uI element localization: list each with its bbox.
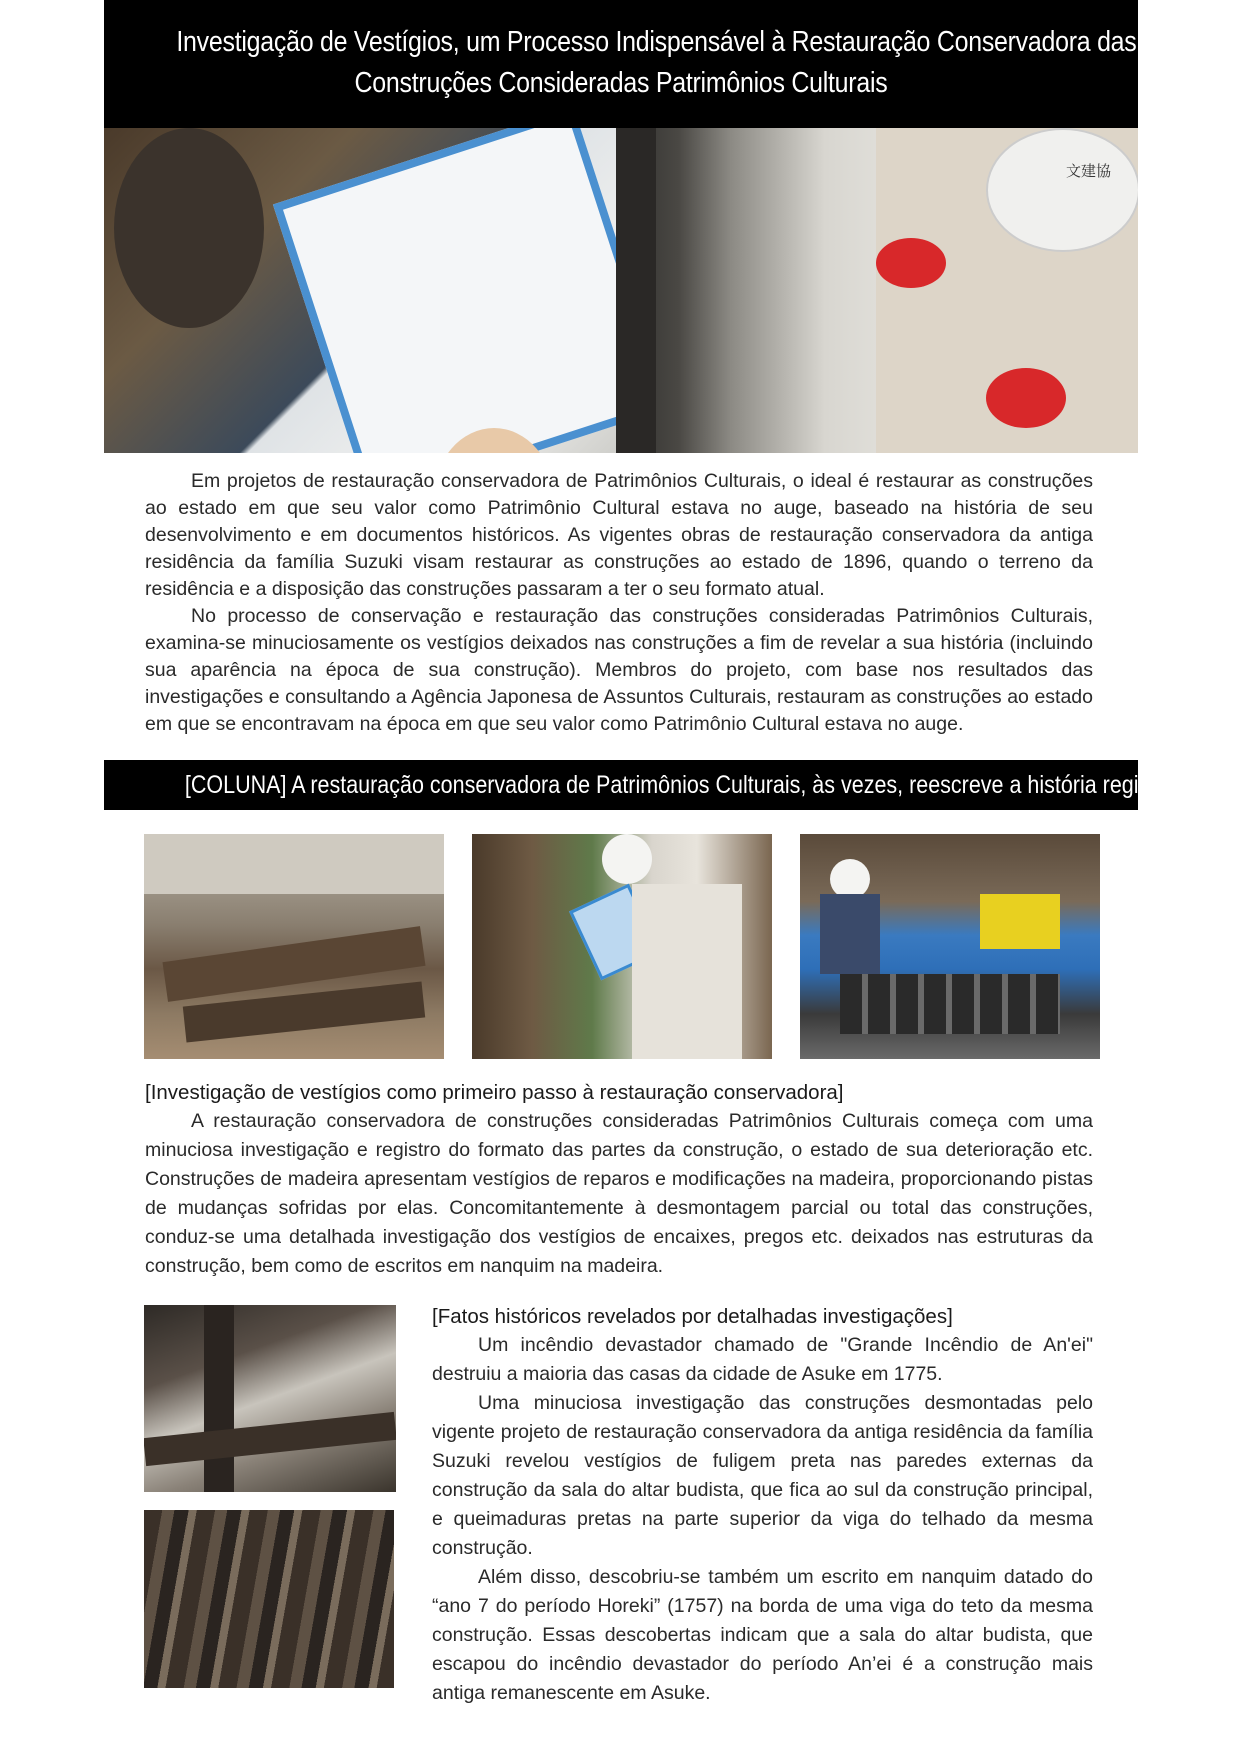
red-glove bbox=[876, 238, 946, 288]
hero-photo-wall-investigation bbox=[616, 128, 1138, 453]
wooden-pillar bbox=[616, 128, 656, 453]
section-paragraph: Um incêndio devastador chamado de "Grande Incêndio de An'ei" destruiu a maioria das casas da cidade de Asuke em 1775. bbox=[432, 1334, 1093, 1385]
section-paragraph: Uma minuciosa investigação das construções desmontadas pelo vigente projeto de restauração conservadora da antiga residência da família Suzuki revelou vestígios de fuligem preta nas paredes externas da construção da sala do altar budista, que fica ao sul da construção principal, e queimaduras pretas na parte superior da viga do telhado da mesma construção. bbox=[432, 1392, 1093, 1559]
section-historical-facts bbox=[432, 1302, 1093, 1708]
page-title-line-2: Construções Consideradas Patrimônios Culturais bbox=[354, 67, 888, 99]
roof-beam bbox=[144, 1412, 396, 1466]
clipboard-drawing bbox=[273, 128, 616, 453]
column-banner-text: [COLUNA] A restauração conservadora de Patrimônios Culturais, às vezes, reescreve a história regional bbox=[184, 771, 1180, 799]
photo-worker-recording bbox=[472, 834, 772, 1059]
section-heading: [Investigação de vestígios como primeiro passo à restauração conservadora] bbox=[145, 1081, 844, 1104]
page-title-line-1: Investigação de Vestígios, um Processo Indispensável à Restauração Conservadora das bbox=[176, 26, 1137, 58]
intro-text bbox=[145, 468, 1093, 738]
section-paragraph: Além disso, descobriu-se também um escrito em nanquim datado do “ano 7 do período Horeki” (1757) na borda de uma viga do teto da mesma construção. Essas descobertas indicam que a sala do altar budista, que escapou do incêndio devastador do período An’ei é a construção mais antiga remanescente em Asuke. bbox=[432, 1566, 1093, 1704]
hero-photo-drawing-survey bbox=[104, 128, 616, 453]
red-glove bbox=[986, 368, 1066, 428]
helmet bbox=[602, 834, 652, 884]
worker-jacket bbox=[632, 884, 742, 1059]
photo-beam-soot bbox=[144, 1305, 396, 1492]
section-investigation bbox=[145, 1078, 1093, 1281]
worker-figure bbox=[114, 128, 264, 328]
scaffolding bbox=[144, 834, 444, 894]
photo-roof-tiles-survey bbox=[800, 834, 1100, 1059]
photo-dismantled-timbers bbox=[144, 834, 444, 1059]
section-heading: [Fatos históricos revelados por detalhadas investigações] bbox=[432, 1305, 953, 1328]
intro-paragraph: No processo de conservação e restauração das construções consideradas Patrimônios Culturais, examina-se minuciosamente os vestígios deixados nas construções a fim de revelar a sua história (incluindo sua aparência na época de sua construção). Membros do projeto, com base nos resultados das investigações e consultando a Agência Japonesa de Assuntos Culturais, restauram as construções ao estado em que se encontravam na época em que seu valor como Patrimônio Cultural estava no auge. bbox=[145, 605, 1093, 735]
helmet-label: 文建協 bbox=[1066, 162, 1112, 180]
intro-paragraph: Em projetos de restauração conservadora de Patrimônios Culturais, o ideal é restaurar as construções ao estado em que seu valor como Patrimônio Cultural estava no auge, baseado na história de seu desenvolvimento e em documentos históricos. As vigentes obras de restauração conservadora da antiga residência da família Suzuki visam restaurar as construções ao estado de 1896, quando o terreno da residência e a disposição das construções passaram a ter o seu formato atual. bbox=[145, 470, 1093, 600]
photo-burnt-rafters bbox=[144, 1510, 394, 1688]
yellow-crate bbox=[980, 894, 1060, 949]
wooden-post bbox=[204, 1305, 234, 1492]
title-banner bbox=[104, 0, 1138, 128]
helmet bbox=[830, 859, 870, 899]
section-paragraph: A restauração conservadora de construções consideradas Patrimônios Culturais começa com uma minuciosa investigação e registro do formato das partes da construção, o estado de sua deterioração etc. Construções de madeira apresentam vestígios de reparos e modificações na madeira, proporcionando pistas de mudanças sofridas por elas. Concomitantemente à desmontagem parcial ou total das construções, conduz-se uma detalhada investigação dos vestígios de encaixes, pregos etc. deixados nas estruturas da construção, bem como de escritos em nanquim na madeira. bbox=[145, 1110, 1093, 1277]
helmet bbox=[986, 128, 1138, 252]
column-banner bbox=[104, 760, 1180, 810]
crouching-worker bbox=[820, 894, 880, 974]
tile-rows bbox=[840, 974, 1060, 1034]
